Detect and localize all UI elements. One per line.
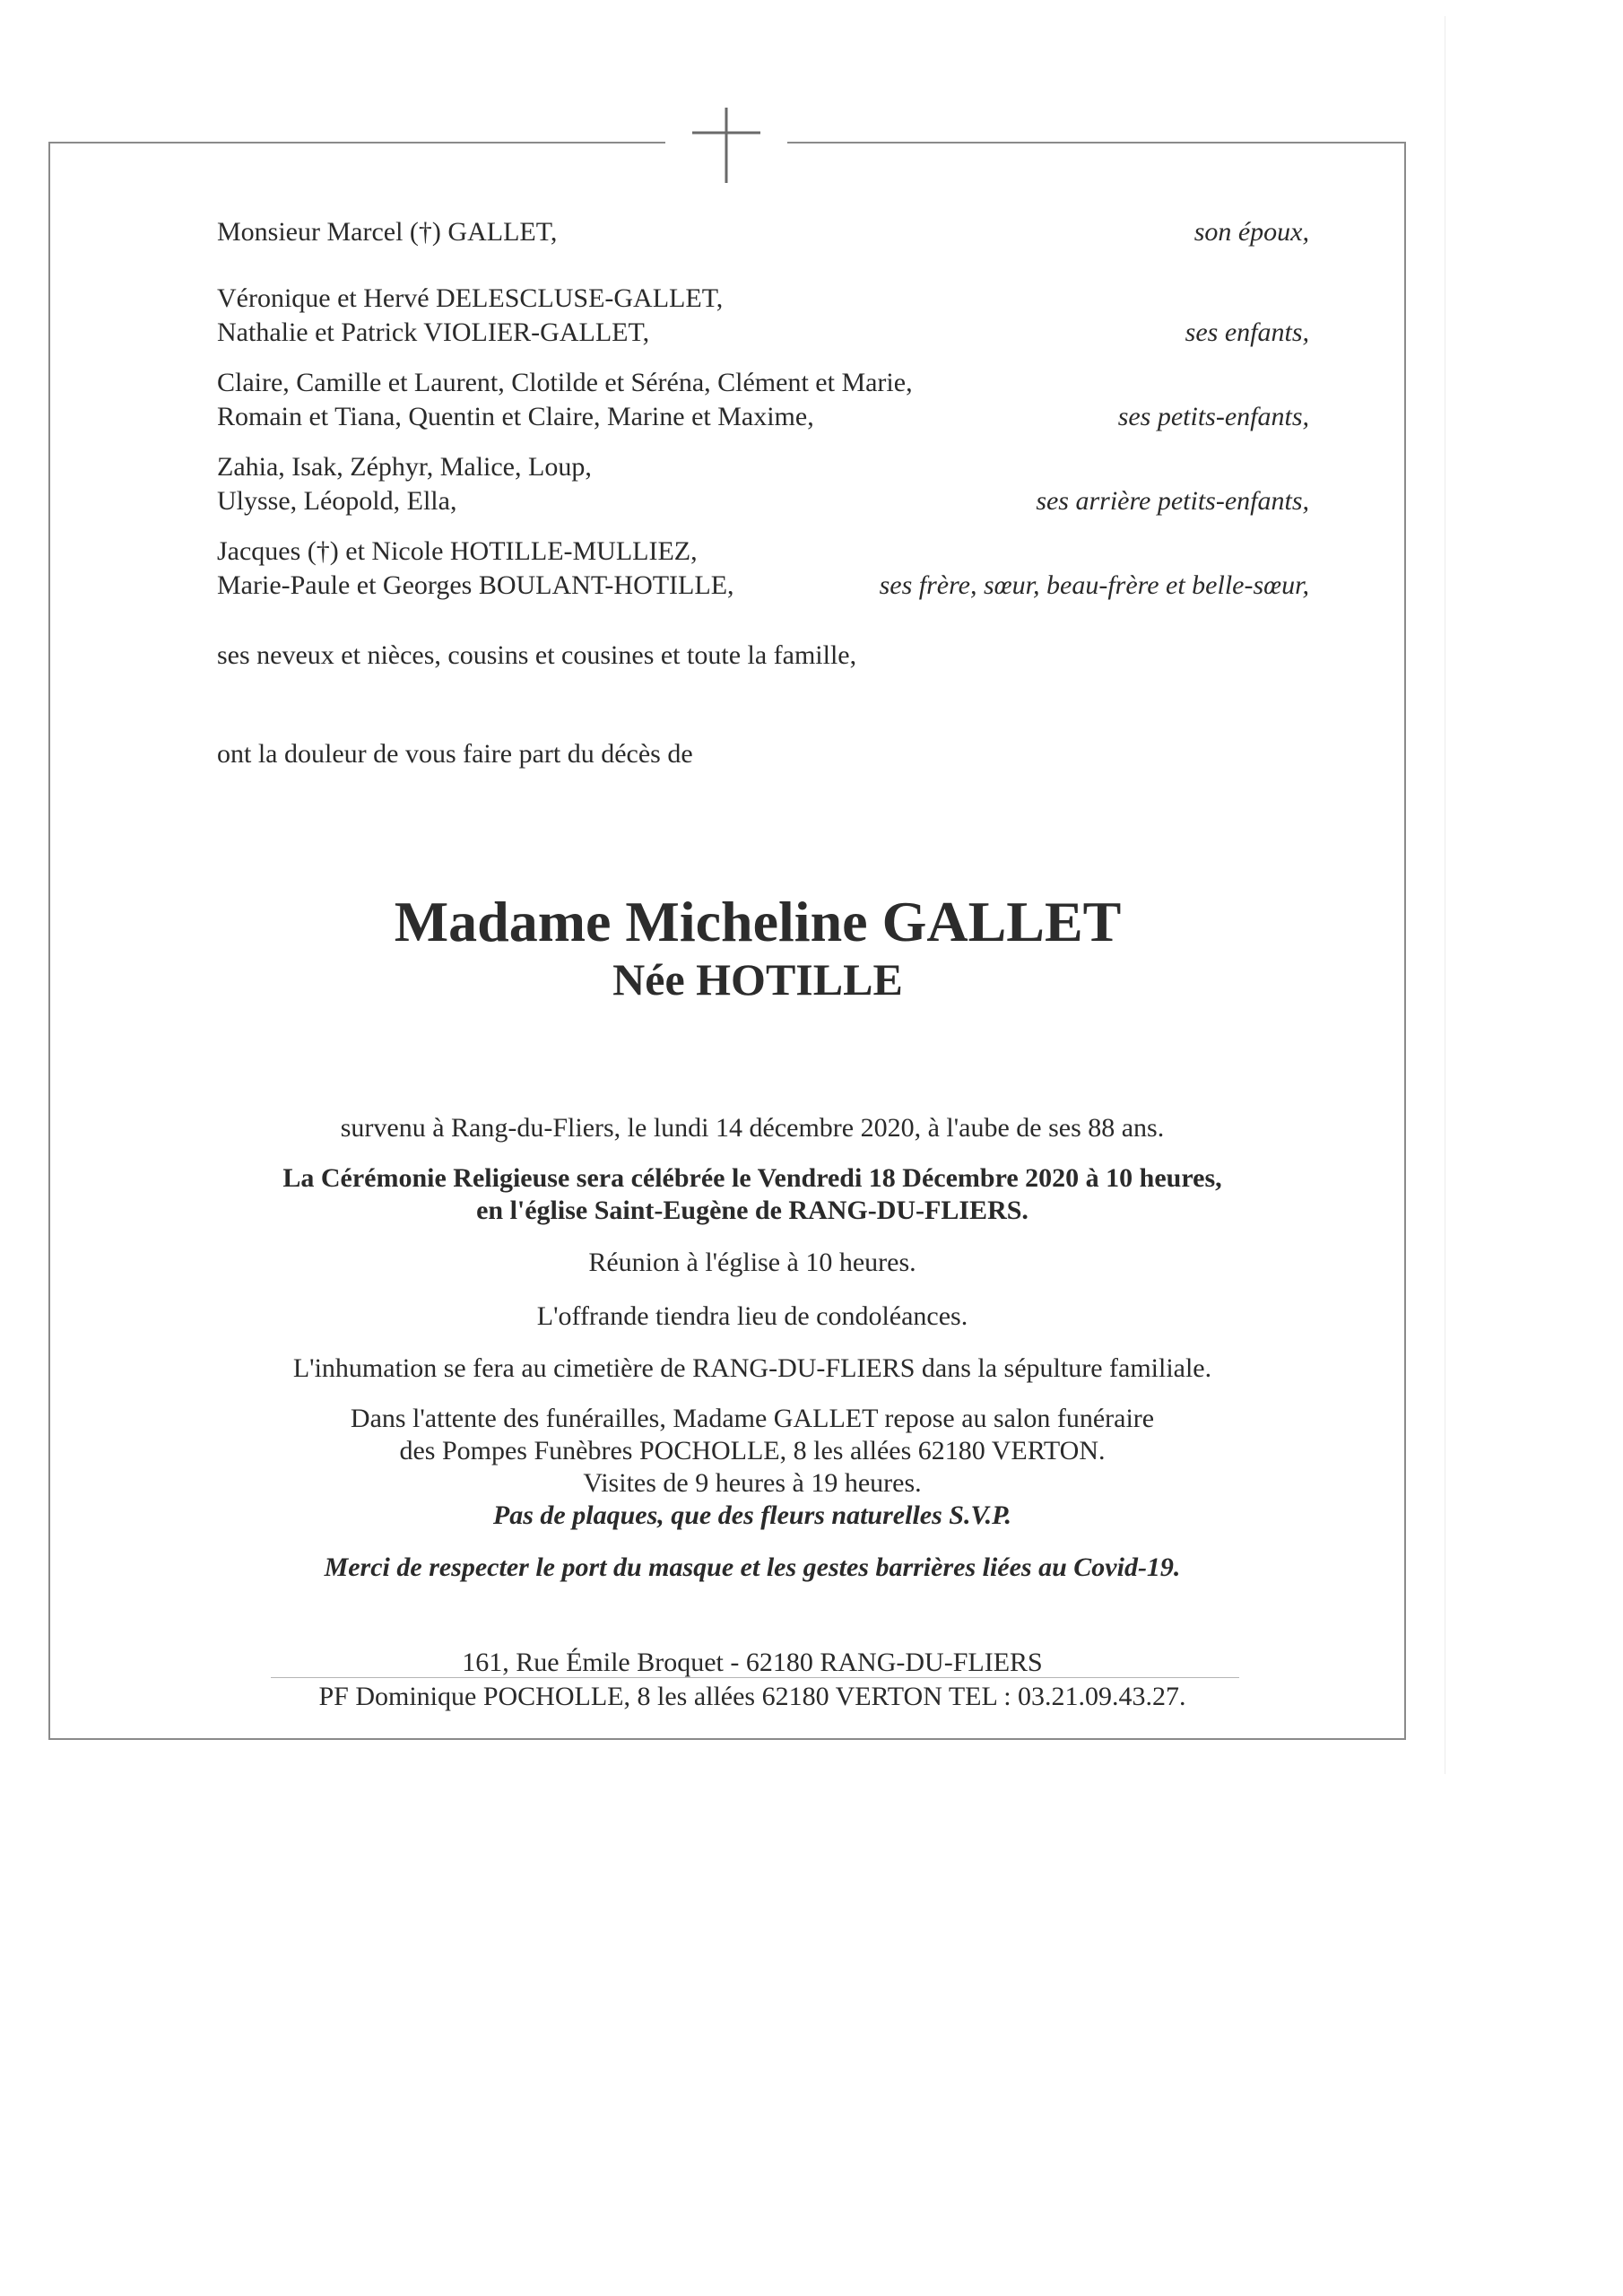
offering: L'offrande tiendra lieu de condoléances. (536, 1301, 968, 1331)
burial: L'inhumation se fera au cimetière de RANG-DU-FLIERS dans la sépulture familiale. (292, 1353, 1212, 1383)
ceremony-line: en l'église Saint-Eugène de RANG-DU-FLIERS. (476, 1196, 1028, 1225)
family-row-siblings (217, 535, 1309, 603)
family-names (217, 366, 913, 434)
family-relation: ses petits-enfants, (1117, 402, 1309, 431)
family-name-line: Zahia, Isak, Zéphyr, Malice, Loup, (217, 452, 592, 482)
frame-top-right-line (787, 142, 1406, 144)
covid-note: Merci de respecter le port du masque et les gestes barrières liées au Covid-19. (324, 1552, 1181, 1582)
ceremony-line: La Cérémonie Religieuse sera célébrée le Vendredi 18 Décembre 2020 à 10 heures, (282, 1163, 1222, 1193)
family-name-line: Romain et Tiana, Quentin et Claire, Marine et Maxime, (217, 402, 814, 431)
funeral-home: PF Dominique POCHOLLE, 8 les allées 62180 VERTON TEL : 03.21.09.43.27. (318, 1682, 1186, 1711)
family-name-line: Ulysse, Léopold, Ella, (217, 486, 457, 516)
family-names (217, 535, 734, 603)
deceased-name: Madame Micheline GALLET (394, 890, 1122, 953)
family-names (217, 215, 557, 249)
family-name-line: Nathalie et Patrick VIOLIER-GALLET, (217, 317, 650, 347)
family-row-spouse (217, 215, 1309, 249)
cross-icon (690, 106, 762, 185)
meeting: Réunion à l'église à 10 heures. (588, 1248, 916, 1277)
family-relation: ses frère, sœur, beau-frère et belle-sœur, (879, 570, 1309, 600)
family-row-great-grandchildren (217, 450, 1309, 518)
family-name-line: Monsieur Marcel (†) GALLET, (217, 217, 558, 247)
family-relation: son époux, (1193, 217, 1309, 247)
family-name-line: Jacques (†) et Nicole HOTILLE-MULLIEZ, (217, 536, 698, 566)
family-relation: ses enfants, (1185, 317, 1309, 347)
rest-place-line: Visites de 9 heures à 19 heures. (583, 1468, 922, 1498)
family-name-line: Véronique et Hervé DELESCLUSE-GALLET, (217, 283, 724, 313)
announcement: ont la douleur de vous faire part du décès de (217, 739, 693, 769)
family-row-grandchildren (217, 366, 1309, 434)
address: 161, Rue Émile Broquet - 62180 RANG-DU-FLIERS (462, 1648, 1043, 1677)
extended-family: ses neveux et nièces, cousins et cousines et toute la famille, (217, 640, 857, 670)
family-relation: ses arrière petits-enfants, (1036, 486, 1309, 516)
deceased-birth-name: Née HOTILLE (612, 954, 903, 1004)
family-names (217, 450, 592, 518)
family-names (217, 282, 723, 350)
death-notice: survenu à Rang-du-Fliers, le lundi 14 décembre 2020, à l'aube de ses 88 ans. (340, 1113, 1165, 1143)
rest-place-line: Dans l'attente des funérailles, Madame GALLET repose au salon funéraire (350, 1404, 1155, 1433)
family-name-line: Claire, Camille et Laurent, Clotilde et Séréna, Clément et Marie, (217, 368, 913, 397)
rest-place-line: des Pompes Funèbres POCHOLLE, 8 les allées 62180 VERTON. (399, 1436, 1106, 1465)
frame-top-left-line (48, 142, 665, 144)
family-row-children (217, 282, 1309, 350)
flowers-note: Pas de plaques, que des fleurs naturelles S.V.P. (492, 1500, 1012, 1530)
family-name-line: Marie-Paule et Georges BOULANT-HOTILLE, (217, 570, 734, 600)
